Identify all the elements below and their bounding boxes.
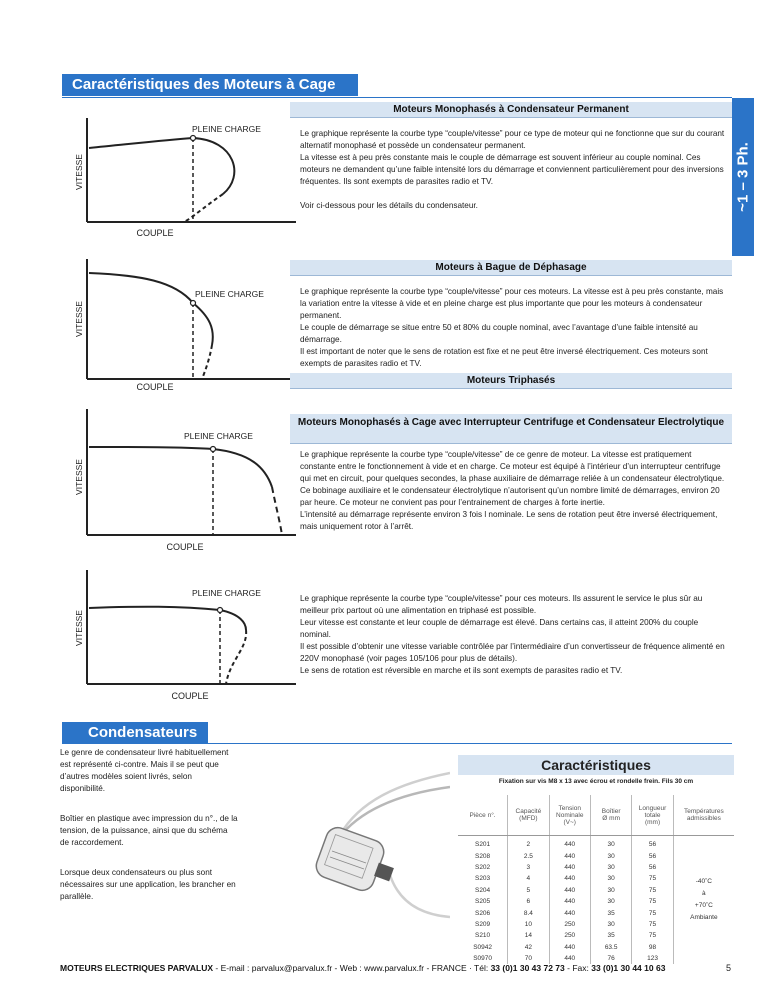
graph-condensateur-permanent xyxy=(60,116,300,242)
table-cell: 30 xyxy=(590,836,631,851)
ylabel: VITESSE xyxy=(74,154,84,190)
section-text-triphases: Le graphique représente la courbe type “couple/vitesse” pour ces moteurs. Ils assurent le service le plus sûr au meilleur prix partout où une alimentation en triphasé est possible. Leur vitesse est constante et leur couple de démarrage est élevé. Dans certains cas, il atteint 200% du couple nominal. Il est possible d’obtenir une vitesse variable contrôlée par l’intermédiaire d’un convertisseur de fréquence alimenté en 220V monophasé (voir pages 105/106 pour plus de détails). Le sens de rotation est réversible en marche et ils sont exempts de parasites radio et TV. xyxy=(300,594,725,675)
table-cell: S206 xyxy=(474,909,491,917)
graph-moteurs-triphases xyxy=(60,568,300,704)
table-cell: S209 xyxy=(474,920,491,928)
table-cell: 440 xyxy=(549,873,590,884)
graph-bague-dephasage xyxy=(60,257,300,391)
table-cell: S203 xyxy=(474,875,491,883)
condensateurs-title: Condensateurs xyxy=(62,722,208,744)
section-title-condensateur-permanent: Moteurs Monophasés à Condensateur Permanent xyxy=(290,102,732,118)
temperature-line: -40˚C xyxy=(695,878,712,886)
table-header-row xyxy=(458,795,734,836)
table-cell: 440 xyxy=(549,885,590,896)
col-piece: Pièce n°. xyxy=(458,795,508,836)
table-cell: 5 xyxy=(508,885,549,896)
temperature-line: à xyxy=(702,890,706,898)
table-cell: 440 xyxy=(549,836,590,851)
temperature-line: Ambiante xyxy=(690,914,718,922)
ylabel: VITESSE xyxy=(74,459,84,495)
col-tension: Tension Nominale (V~) xyxy=(549,795,590,836)
table-cell: 35 xyxy=(590,930,631,941)
xlabel: COUPLE xyxy=(136,228,174,238)
ylabel: VITESSE xyxy=(74,301,84,337)
table-cell: 75 xyxy=(632,930,673,941)
table-cell: 75 xyxy=(632,896,673,907)
table-cell: 30 xyxy=(590,885,631,896)
table-cell: 70 xyxy=(508,953,549,964)
full-load-label: PLEINE CHARGE xyxy=(195,289,264,299)
table-cell: 56 xyxy=(632,836,673,851)
table-cell: 2 xyxy=(508,836,549,851)
table-cell: S0942 xyxy=(473,943,492,951)
side-tab xyxy=(732,98,754,256)
caracteristiques-subtitle: Fixation sur vis M8 x 13 avec écrou et rondelle frein. Fils 30 cm xyxy=(498,778,694,785)
table-cell: 75 xyxy=(632,885,673,896)
col-boitier: Boîtier Ø mm xyxy=(590,795,631,836)
temperature-line: +70˚C xyxy=(694,902,713,910)
footer: MOTEURS ELECTRIQUES PARVALUX - E-mail : parvalux@parvalux.fr - Web : www.parvalux.fr - FRANCE · Tél: 33 (0)1 30 43 72 73 - Fax: 33 (0)1 30 44 10 63 xyxy=(60,963,666,973)
table-cell: 75 xyxy=(632,873,673,884)
table-cell: 440 xyxy=(549,953,590,964)
table-cell: 123 xyxy=(632,953,673,964)
table-cell: 440 xyxy=(549,862,590,873)
table-cell: 98 xyxy=(632,942,673,953)
table-cell: 30 xyxy=(590,896,631,907)
condensateurs-rule xyxy=(62,743,732,744)
table-cell: 4 xyxy=(508,873,549,884)
full-load-label: PLEINE CHARGE xyxy=(192,124,261,134)
table-cell: 35 xyxy=(590,907,631,918)
table-cell: S208 xyxy=(474,852,491,860)
section-title-moteurs-triphases: Moteurs Triphasés xyxy=(290,373,732,389)
table-cell: 440 xyxy=(549,850,590,861)
table-cell: 30 xyxy=(590,862,631,873)
table-cell: S0970 xyxy=(473,955,492,963)
graph-triphases xyxy=(60,372,300,388)
table-cell: 30 xyxy=(590,850,631,861)
section-title-bague-dephasage: Moteurs à Bague de Déphasage xyxy=(290,260,732,276)
section-text-bague-dephasage: Le graphique représente la courbe type “couple/vitesse” pour ces moteurs. La vitesse est à peu près constante, mais la variation entre la vitesse à vide et en pleine charge est plus importante que pour les moteurs à condensateur permanent. Le couple de démarrage se situe entre 50 et 80% du couple nominal, avec l’avantage d’une faible intensité au démarrage. Il est important de noter que le sens de rotation est fixe et ne peut être inversé électriquement. Ces moteurs sont exempts de parasites radio et TV. xyxy=(300,287,724,368)
table-cell: 75 xyxy=(632,907,673,918)
table-cell: 56 xyxy=(632,850,673,861)
table-cell: S204 xyxy=(474,886,491,894)
page-title: Caractéristiques des Moteurs à Cage xyxy=(62,74,358,96)
condensateurs-text: Le genre de condensateur livré habituellement est représenté ci-contre. Mais il se peut que d’autres modèles soient livrés, selon disponibilité. Boîtier en plastique avec impression du n°., de la tension, de la puissance, ainsi que du schéma de raccordement. Lorsque deux condensateurs ou plus sont nécessaires sur une application, les brancher en parallèle. xyxy=(60,748,238,901)
caracteristiques-title: Caractéristiques xyxy=(458,755,734,775)
table-cell: S210 xyxy=(474,932,491,940)
table-cell: 10 xyxy=(508,919,549,930)
table-cell: 3 xyxy=(508,862,549,873)
table-cell: 30 xyxy=(590,873,631,884)
table-cell: 30 xyxy=(590,919,631,930)
xlabel: COUPLE xyxy=(171,691,209,701)
col-longueur: Longueur totale (mm) xyxy=(632,795,673,836)
table-cell: S205 xyxy=(474,898,491,906)
ylabel: VITESSE xyxy=(74,610,84,646)
capacitor-spec-table xyxy=(458,795,734,964)
side-tab-label: ~1 – 3 Ph. xyxy=(734,142,752,212)
table-cell: 6 xyxy=(508,896,549,907)
section-text-interrupteur-centrifuge: Le graphique représente la courbe type “couple/vitesse” de ce genre de moteur. La vitesse est pratiquement constante entre le fonctionnement à vide et en charge. Ce moteur est équipé à l’intérieur d’un interrupteur centrifuge qui met en circuit, pour quelques secondes, la phase auxiliaire de démarrage reliée à un condensateur électrolytique. Ce bobinage auxiliaire et le condensateur électrolytique n’autorisent qu’un nombre limité de démarrages, environ 20 par heure. Ce moteur ne convient pas pour l’entrainement de charges à forte inertie. L’intensité au démarrage représente environ 3 fois l nominale. Le sens de rotation peut être inversé électriquement, mais uniquement rotor à l’arrêt. xyxy=(300,450,725,531)
table-cell: 42 xyxy=(508,942,549,953)
full-load-label: PLEINE CHARGE xyxy=(192,588,261,598)
table-cell: 250 xyxy=(549,919,590,930)
table-cell: S201 xyxy=(474,841,491,849)
table-cell: 440 xyxy=(549,907,590,918)
title-rule xyxy=(62,97,732,98)
table-cell: 14 xyxy=(508,930,549,941)
table-cell: 56 xyxy=(632,862,673,873)
graph-interrupteur-centrifuge xyxy=(60,407,300,555)
table-cell: 440 xyxy=(549,942,590,953)
table-cell: 8.4 xyxy=(508,907,549,918)
table-cell: 75 xyxy=(632,919,673,930)
page-number: 5 xyxy=(726,963,732,973)
xlabel: COUPLE xyxy=(136,382,174,391)
table-cell: 76 xyxy=(590,953,631,964)
col-capacite: Capacité (MFD) xyxy=(508,795,549,836)
temperature-cell xyxy=(673,836,734,965)
table-cell: S202 xyxy=(474,863,491,871)
col-temperature: Températures admissibles xyxy=(673,795,734,836)
table-cell: 63.5 xyxy=(590,942,631,953)
section-text-condensateur-permanent: Le graphique représente la courbe type “couple/vitesse” pour ce type de moteur qui ne fonctionne que sur du courant alternatif monophasé et possède un condensateur permanent. La vitesse est à peu près constante mais le couple de démarrage est souvent inférieur au couple nominal. Ces moteurs ne demandent qu’une faible intensité lors du démarrage et conviennent particulièrement pour des inversions fréquentes. Ils sont exempts de parasites radio et TV. Voir ci-dessous pour les détails du condensateur. xyxy=(300,129,725,210)
xlabel: COUPLE xyxy=(166,542,204,552)
table-cell: 250 xyxy=(549,930,590,941)
table-row xyxy=(458,836,734,851)
capacitor-photo xyxy=(250,765,450,935)
section-title-interrupteur-centrifuge: Moteurs Monophasés à Cage avec Interrupteur Centrifuge et Condensateur Electrolytique xyxy=(290,414,732,444)
table-cell: 440 xyxy=(549,896,590,907)
table-cell: 2.5 xyxy=(508,850,549,861)
full-load-label: PLEINE CHARGE xyxy=(184,431,253,441)
